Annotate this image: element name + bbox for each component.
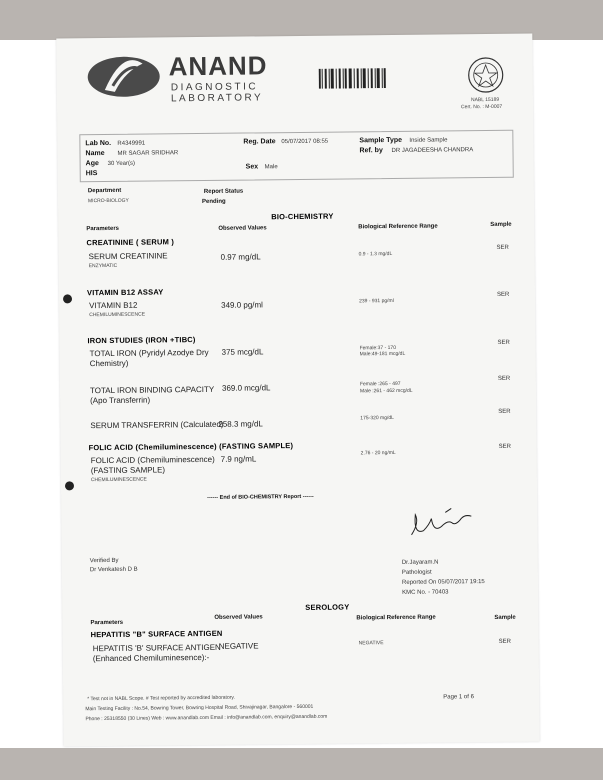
doctor-role: Pathologist bbox=[401, 569, 432, 576]
hepatitis-name-line2: (Enhanced Chemiluminesence):- bbox=[92, 652, 210, 664]
reg-date: 05/07/2017 08:55 bbox=[281, 138, 329, 146]
nabl-number: NABL 15189 bbox=[470, 96, 500, 104]
tibc-sample: SER bbox=[497, 375, 511, 382]
hepatitis-name-line1: HEPATITIS 'B' SURFACE ANTIGEN bbox=[92, 642, 221, 654]
iron-title: IRON STUDIES (IRON +TIBC) bbox=[87, 335, 196, 346]
tibc-ref-line1: Female :265 - 497 bbox=[359, 380, 401, 388]
reg-date-label: Reg. Date bbox=[243, 138, 276, 146]
nabl-cert: Cert. No. : M-0007 bbox=[461, 103, 503, 111]
serology-col-obs: Observed Values bbox=[214, 614, 263, 621]
creatinine-title: CREATININE ( SERUM ) bbox=[86, 237, 175, 248]
iron-name-line1: TOTAL IRON (Pyridyl Azodye Dry bbox=[89, 347, 209, 359]
transferrin-ref: 175-320 mg/dL bbox=[360, 414, 394, 422]
department: MICRO-BIOLOGY bbox=[87, 197, 129, 205]
report-page bbox=[56, 34, 539, 747]
page-number: Page 1 of 6 bbox=[443, 694, 474, 701]
folic-ref: 2.76 - 20 ng/mL bbox=[360, 449, 396, 457]
lab-no-label: Lab No. bbox=[85, 139, 112, 148]
patient-sex: Male bbox=[264, 164, 278, 171]
hepatitis-ref: NEGATIVE bbox=[358, 640, 384, 647]
folic-sample: SER bbox=[498, 443, 511, 450]
lab-sub2: LABORATORY bbox=[170, 92, 264, 105]
ref-by: DR JAGADEESHA CHANDRA bbox=[391, 147, 474, 155]
tibc-name-line2: (Apo Transferrin) bbox=[90, 395, 151, 406]
doctor-name: Dr.Jayaram.N bbox=[401, 559, 439, 566]
footer-address: Main Testing Facility : No.54, Bowring Tower, Bowring Hospital Road, Shivajinagar, Bangalore - 560001 bbox=[85, 703, 314, 713]
report-status: Pending bbox=[201, 198, 226, 205]
b12-ref: 239 - 931 pg/ml bbox=[359, 297, 394, 305]
logo bbox=[84, 53, 163, 105]
b12-sample: SER bbox=[496, 291, 510, 298]
tibc-value: 369.0 mcg/dL bbox=[221, 383, 271, 393]
patient-name: MR SAGAR SRIDHAR bbox=[117, 150, 179, 157]
background-bottom bbox=[0, 748, 603, 780]
transferrin-value: 258.3 mg/dL bbox=[218, 419, 263, 429]
nabl-seal-icon bbox=[467, 56, 505, 94]
age-label: Age bbox=[85, 160, 99, 168]
sample-type-label: Sample Type bbox=[359, 136, 403, 145]
b12-title: VITAMIN B12 ASSAY bbox=[86, 287, 164, 298]
b12-name: VITAMIN B12 bbox=[89, 300, 138, 311]
kmc-number: KMC No. - 70403 bbox=[402, 589, 449, 596]
folic-method: CHEMILUMINESCENCE bbox=[90, 476, 147, 484]
creatinine-method: ENZYMATIC bbox=[88, 262, 118, 270]
verified-label: Verified By bbox=[89, 557, 119, 565]
patient-age: 30 Year(s) bbox=[107, 160, 136, 167]
department-label: Department bbox=[87, 187, 122, 195]
tibc-ref-line2: Male :261 - 462 mcg/dL bbox=[359, 387, 413, 395]
biochem-col-ref: Biological Reference Range bbox=[358, 223, 438, 231]
reported-on: Reported On 05/07/2017 19:15 bbox=[401, 579, 485, 586]
his-label: HIS bbox=[85, 170, 98, 178]
punch-hole bbox=[63, 294, 72, 303]
hepatitis-value: NEGATIVE bbox=[218, 641, 259, 651]
biochem-col-sample: Sample bbox=[490, 221, 512, 228]
iron-name-line2: Chemistry) bbox=[89, 358, 129, 369]
hepatitis-sample: SER bbox=[498, 638, 512, 645]
creatinine-value: 0.97 mg/dL bbox=[220, 252, 261, 262]
tibc-name-line1: TOTAL IRON BINDING CAPACITY bbox=[89, 384, 215, 396]
sample-type: Inside Sample bbox=[409, 137, 448, 144]
signature bbox=[405, 504, 475, 543]
punch-hole bbox=[65, 481, 74, 490]
footer-note: * Test not in NABL Scope. # Test reported by accredited laboratory. bbox=[87, 694, 235, 703]
report-status-label: Report Status bbox=[203, 188, 244, 195]
verified-by: Dr Venkatesh D B bbox=[89, 566, 138, 574]
b12-method: CHEMILUMINESCENCE bbox=[89, 311, 146, 319]
lab-no: R4349991 bbox=[117, 140, 146, 147]
footer-phone: Phone : 25318550 (30 Lines) Web : www.anandlab.com Email : info@anandlab.com, enquiry@anandlab.com bbox=[85, 713, 328, 723]
hepatitis-title: HEPATITIS "B" SURFACE ANTIGEN bbox=[90, 628, 223, 640]
iron-ref-line1: Female:37 - 170 bbox=[359, 344, 397, 352]
folic-name-line1: FOLIC ACID (Chemiluminescence) bbox=[90, 454, 215, 466]
iron-sample: SER bbox=[497, 339, 510, 346]
serology-section-title: SEROLOGY bbox=[305, 602, 350, 612]
name-label: Name bbox=[85, 150, 105, 158]
biochem-col-obs: Observed Values bbox=[218, 225, 267, 232]
transferrin-name: SERUM TRANSFERRIN (Calculated) bbox=[90, 419, 224, 431]
transferrin-sample: SER bbox=[498, 408, 511, 415]
biochem-end: ------ End of BIO-CHEMISTRY Report ------ bbox=[207, 493, 314, 501]
lab-name: ANAND bbox=[168, 50, 268, 82]
serology-col-param: Parameters bbox=[90, 619, 124, 627]
creatinine-ref: 0.9 - 1.3 mg/dL bbox=[358, 251, 393, 258]
ref-by-label: Ref. by bbox=[359, 147, 383, 155]
biochem-section-title: BIO-CHEMISTRY bbox=[271, 211, 334, 222]
creatinine-sample: SER bbox=[496, 244, 509, 251]
barcode bbox=[319, 68, 387, 89]
logo-icon bbox=[84, 53, 162, 100]
lab-sub1: DIAGNOSTIC bbox=[170, 81, 259, 94]
folic-value: 7.9 ng/mL bbox=[220, 454, 257, 464]
biochem-col-param: Parameters bbox=[86, 225, 120, 233]
serology-col-sample: Sample bbox=[494, 614, 516, 621]
creatinine-name: SERUM CREATININE bbox=[88, 251, 168, 262]
iron-ref-line2: Male:49-181 mcg/dL bbox=[359, 350, 406, 358]
iron-value: 375 mcg/dL bbox=[221, 347, 264, 357]
serology-col-ref: Biological Reference Range bbox=[356, 614, 436, 622]
b12-value: 349.0 pg/ml bbox=[221, 300, 263, 310]
folic-title: FOLIC ACID (Chemiluminescence) (FASTING SAMPLE) bbox=[88, 441, 294, 453]
sex-label: Sex bbox=[245, 163, 259, 171]
folic-name-line2: (FASTING SAMPLE) bbox=[90, 465, 166, 476]
